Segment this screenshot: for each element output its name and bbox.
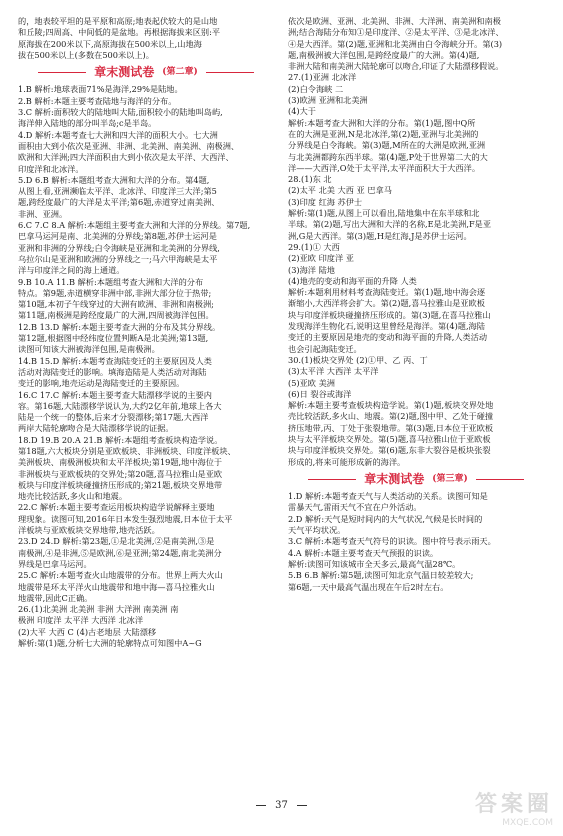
text-line: 9.B 10.A 11.B 解析:本题组考查大洲和大洋的分布	[18, 276, 204, 287]
text-line: 读图可知该大洲被海洋包围,是南极洲。	[18, 344, 160, 355]
heading-rule	[308, 479, 356, 480]
text-line: 两岸大陆轮廓吻合是大陆漂移学说的证据。	[18, 423, 174, 434]
watermark-logo	[443, 786, 553, 828]
text-line: 理现象。读图可知,2016年日本发生强烈地震,日本位于太平	[18, 513, 233, 524]
text-line: (3)太平洋 大西洋 太平洋	[288, 366, 379, 377]
text-line: 题,南极洲被大洋包围,是跨经度最广的大洲。第(4)题,	[288, 49, 480, 60]
text-line: 洋——大西洋,O处于太平洋,太平洋面积大于大西洋。	[288, 162, 481, 173]
text-line: 分界线是白令海峡。第(3)题,M所在的大洲是欧洲,亚洲	[288, 140, 486, 151]
text-line: 解析:第(1)题,分析七大洲的轮廓特点可知图中A~G	[18, 638, 202, 649]
text-line: 解析:本题考查大洲和大洋的分布。第(1)题,图中Q所	[288, 117, 476, 128]
text-line: (5)亚欧 美洲	[288, 377, 335, 388]
text-line: 6.C 7.C 8.A 解析:本题组主要考查大洲和大洋的分界线。第7题,	[18, 220, 251, 231]
left-top-block	[18, 16, 274, 61]
text-line: 27.(1)亚洲 北冰洋	[288, 72, 357, 83]
text-line: 28.(1)东 北	[288, 174, 332, 185]
text-line: (2)白令海峡 二	[288, 83, 344, 94]
text-line: 印度洋和北冰洋。	[18, 163, 84, 174]
text-line: 块与印度洋板块碰撞挤压形成的。第(3)题,在喜马拉雅山	[288, 309, 491, 320]
text-line: 22.C 解析:本题主要考查运用板块构造学说解释主要地	[18, 502, 215, 513]
text-line: 乌拉尔山是亚洲和欧洲的分界线之一;马六甲海峡是太平	[18, 253, 218, 264]
text-line: 5.D 6.B 解析:本题组考查大洲和大洋的分布。第4题,	[18, 174, 210, 185]
text-line: 4.D 解析:本题考查七大洲和四大洋的面积大小。七大洲	[18, 129, 218, 140]
text-line: 雷暴天气,雷雨天气不宜在户外活动。	[288, 502, 422, 513]
text-line: 14.B 15.D 解析:本题考查海陆变迁的主要原因及人类	[18, 355, 212, 366]
text-line: (2)亚欧 印度洋 亚	[288, 253, 354, 264]
text-line: 洲;结合海陆分布知①是印度洋、②是太平洋、③是北冰洋、	[288, 27, 504, 38]
text-line: 23.D 24.D 解析:第23题,①是北美洲,②是南美洲,③是	[18, 536, 215, 547]
text-line: 2.B 解析:本题主要考查陆地与海洋的分布。	[18, 95, 177, 106]
text-line: 拔在500米以上(多数在500米以上)。	[18, 49, 154, 60]
text-line: 12.B 13.D 解析:本题主要考查大洲的分布及其分界线。	[18, 321, 221, 332]
text-line: (2)大平 大西 C (4)古老地层 大陆漂移	[18, 626, 157, 637]
text-line: 地震带是环太平洋火山地震带和地中海—喜马拉雅火山	[18, 581, 215, 592]
text-line: 天气平均状况。	[288, 525, 346, 536]
text-line: 解析:读图可知该城市全天多云,最高气温28℃。	[288, 558, 461, 569]
text-line: 从图上看,亚洲濒临太平洋、北冰洋、印度洋三大洋;第5	[18, 186, 217, 197]
text-line: 1.B 解析:地球表面71%是海洋,29%是陆地。	[18, 84, 183, 95]
watermark-url: MXQE.COM	[502, 817, 553, 828]
text-line: 欧洲和大洋洲;四大洋面积由大到小依次是太平洋、大西洋、	[18, 152, 234, 163]
text-line: 4.A 解析:本题主要考查天气预报的识读。	[288, 547, 439, 558]
text-line: 26.(1)北美洲 北美洲 非洲 大洋洲 南美洲 南	[18, 604, 179, 615]
page-number-dash	[297, 805, 307, 806]
text-line: 界线是巴拿马运河。	[18, 558, 92, 569]
text-line: 容。第16题,大陆漂移学说认为,大约2亿年前,地球上各大	[18, 400, 222, 411]
text-line: 陆是一个统一的整体,后来才分裂漂移;第17题,大西洋	[18, 412, 209, 423]
section-title: 章末测试卷	[364, 471, 425, 486]
question-27	[288, 72, 544, 174]
text-line: 第18题,六大板块分别是亚欧板块、非洲板块、印度洋板块、	[18, 445, 236, 456]
text-line: 原海拔在200米以下,高原海拔在500米以上,山地海	[18, 38, 202, 49]
text-line: 非洲板块与亚欧板块的交界处;第20题,喜马拉雅山是亚欧	[18, 468, 223, 479]
text-line: 依次是欧洲、亚洲、北美洲、非洲、大洋洲、南美洲和南极	[288, 16, 501, 26]
text-line: 5.B 6.B 解析:第5题,读图可知北京气温日较差较大;	[288, 570, 474, 581]
text-line: 解析:第(1)题,从图上可以看出,陆地集中在东半球和北	[288, 208, 480, 219]
left-column	[18, 16, 274, 796]
section-subtitle: (第三章)	[432, 473, 468, 484]
right-column	[288, 16, 544, 796]
heading-rule	[38, 72, 86, 73]
text-line: (2)太平 北美 大西 亚 巴拿马	[288, 185, 392, 196]
text-line: ④是大西洋。第(2)题,亚洲和北美洲由白令海峡分开。第(3)	[288, 38, 503, 49]
text-line: 第6题,一天中最高气温出现在午后2时左右。	[288, 581, 449, 592]
text-line: 第11题,南极洲是跨经度最广的大洲,四周被海洋包围。	[18, 310, 214, 321]
text-line: 18.D 19.B 20.A 21.B 解析:本题组考查板块构造学说。	[18, 434, 223, 445]
section-subtitle: (第二章)	[162, 67, 198, 78]
answer-page	[18, 16, 545, 796]
question-28	[288, 174, 544, 242]
text-line: 极洲 印度洋 太平洋 大西洋 北冰洋	[18, 615, 144, 626]
text-line: 和丘陵;四周高、中间低的是盆地。再根据海拔来区别:平	[18, 27, 221, 38]
text-line: 也会引起海陆变迁。	[288, 343, 362, 354]
text-line: 洋板块与亚欧板块交界地带,地壳活跃。	[18, 525, 160, 536]
text-line: 面积由大到小依次是亚洲、非洲、北美洲、南美洲、南极洲、	[18, 140, 240, 151]
text-line: 壳比较活跃,多火山、地震。第(2)题,图中甲、乙处于碰撞	[288, 411, 494, 422]
text-line: 解析:本题利用材料考查海陆变迁。第(1)题,地中海会逐	[288, 287, 486, 298]
text-line: 巴拿马运河是南、北美洲的分界线;第8题,苏伊士运河是	[18, 231, 217, 242]
text-line: 与北美洲都跨东西半球。第(4)题,P处于世界第二大的大	[288, 151, 488, 162]
text-line: 发现海洋生物化石,说明这里曾经是海洋。第(4)题,海陆	[288, 321, 485, 332]
text-line: 解析:本题主要考查板块构造学说。第(1)题,板块交界处地	[288, 400, 494, 411]
right-top-block	[288, 16, 544, 72]
section-title: 章末测试卷	[94, 65, 155, 80]
text-line: 1.D 解析:本题考查天气与人类活动的关系。读图可知是	[288, 491, 488, 502]
text-line: 2.D 解析:天气是短时间内的大气状况,气候是长时间的	[288, 513, 483, 524]
question-29	[288, 242, 544, 355]
text-line: 3.C 解析:面积较大的陆地叫大陆,面积较小的陆地叫岛屿,	[18, 107, 223, 118]
text-line: 30.(1)板块交界处 (2)①甲、乙 丙、丁	[288, 354, 428, 365]
right-answer-list	[288, 491, 544, 593]
heading-rule	[206, 72, 254, 73]
text-line: 25.C 解析:本题考查火山地震带的分布。世界上两大火山	[18, 570, 223, 581]
text-line: 的，地表较平坦的是平原和高原;地表起伏较大的是山地	[18, 16, 218, 26]
text-line: (4)地壳的变动和海平面的升降 人类	[288, 275, 417, 286]
text-line: (3)欧洲 亚洲和北美洲	[288, 95, 368, 106]
text-line: 第10题,本初子午线穿过的大洲有欧洲、非洲和南极洲;	[18, 299, 214, 310]
text-line: 变迁的影响,地壳运动是海陆变迁的主要原因。	[18, 378, 185, 389]
text-line: 非洲大陆和南美洲大陆轮廓可以吻合,印证了大陆漂移假说。	[288, 61, 504, 72]
text-line: 挤压地带,丙、丁处于张裂地带。第(3)题,日本位于亚欧板	[288, 422, 494, 433]
text-line: (4)大于	[288, 106, 316, 117]
section-heading-chapter-3	[288, 471, 544, 486]
text-line: 活动对海陆变迁的影响。填海造陆是人类活动对海陆	[18, 366, 207, 377]
text-line: 块与太平洋板块交界处。第(5)题,喜马拉雅山位于亚欧板	[288, 433, 491, 444]
left-answer-list	[18, 84, 274, 649]
text-line: 非洲、亚洲。	[18, 208, 68, 219]
question-30	[288, 355, 544, 468]
text-line: 形成的,将来可能形成新的海洋。	[288, 456, 406, 467]
section-heading-chapter-2	[18, 67, 274, 78]
page-number-dash	[256, 805, 266, 806]
text-line: 南极洲,④是非洲,⑤是欧洲,⑥是亚洲;第24题,南北美洲分	[18, 547, 222, 558]
text-line: 渐缩小,大西洋将会扩大。第(2)题,喜马拉雅山是亚欧板	[288, 298, 485, 309]
text-line: 地壳比较活跃,多火山和地震。	[18, 491, 128, 502]
text-line: 半球。第(2)题,写出大洲和大洋的名称,E是北美洲,F是亚	[288, 219, 492, 230]
heading-rule	[476, 479, 524, 480]
page-number-text: 37	[275, 800, 288, 811]
text-line: 题,跨经度最广的大洋是太平洋;第6题,赤道穿过南美洲、	[18, 197, 220, 208]
text-line: 变迁的主要原因是地壳的变动和海平面的升降,人类活动	[288, 332, 488, 343]
text-line: 地震带,因此C正确。	[18, 592, 93, 603]
text-line: (3)印度 红海 苏伊士	[288, 196, 363, 207]
text-line: 板块与印度洋板块碰撞挤压形成的;第21题,板块交界地带	[18, 479, 223, 490]
text-line: 29.(1)① 大西	[288, 241, 340, 252]
text-line: 16.C 17.C 解析:本题主要考查大陆漂移学说的主要内	[18, 389, 212, 400]
watermark-text: 答案圈	[474, 791, 553, 817]
text-line: 海洋伸入陆地的部分叫半岛;c是半岛。	[18, 118, 157, 129]
text-line: 第12题,根据图中经纬度位置判断A是北美洲;第13题,	[18, 333, 209, 344]
text-line: (3)海洋 陆地	[288, 264, 335, 275]
text-line: 在的大洲是亚洲,N是北冰洋,第(2)题,亚洲与北美洲的	[288, 128, 479, 139]
text-line: 块与印度洋板块交界处。第(6)题,东非大裂谷是板块张裂	[288, 445, 491, 456]
text-line: (6)日 裂谷或海洋	[288, 388, 352, 399]
text-line: 美洲板块、南极洲板块和太平洋板块;第19题,地中海位于	[18, 457, 223, 468]
text-line: 洋与印度洋之间的海上通道。	[18, 265, 125, 276]
text-line: 洲,G是大西洋。第(3)题,H是红海,J是苏伊士运河。	[288, 230, 472, 241]
text-line: 亚洲和非洲的分界线;白令海峡是亚洲和北美洲的分界线,	[18, 242, 220, 253]
text-line: 3.C 解析:本题考查天气符号的识读。图中符号表示雨天。	[288, 536, 496, 547]
text-line: 特点。第9题,赤道横穿非洲中部,非洲大部分位于热带;	[18, 287, 212, 298]
